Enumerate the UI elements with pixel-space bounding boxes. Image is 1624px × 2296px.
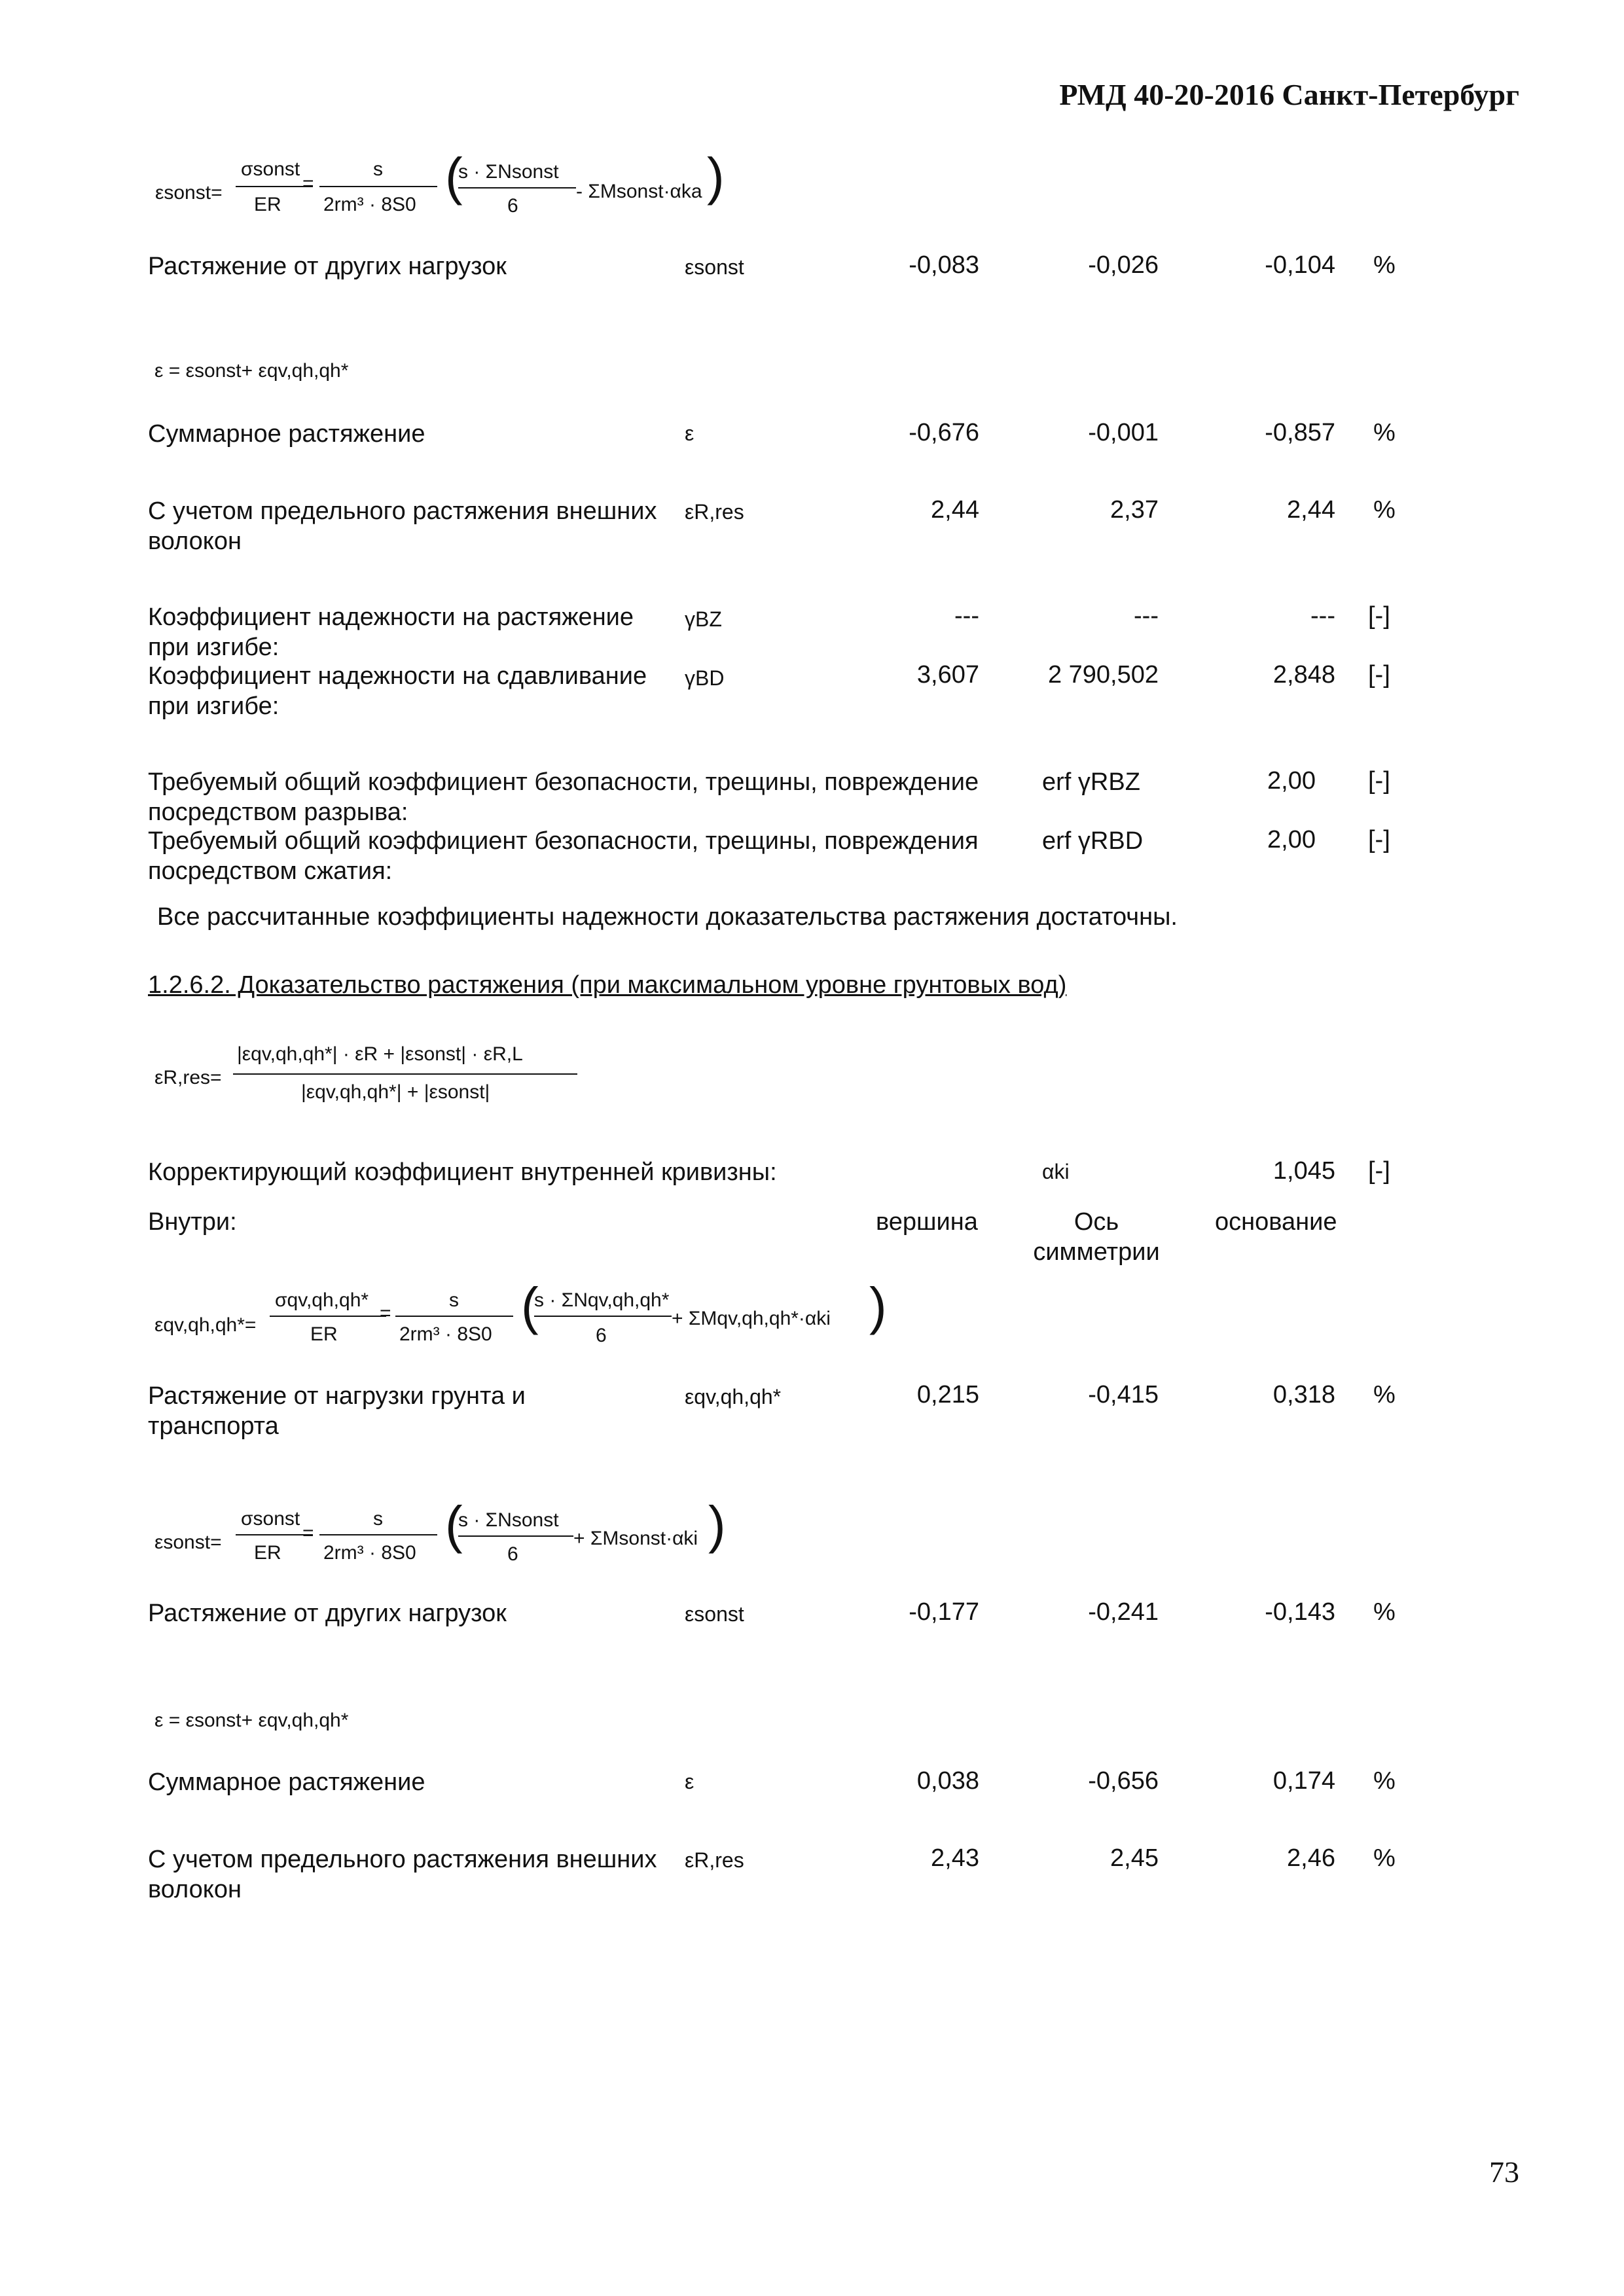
row-unit: %	[1373, 251, 1396, 279]
row-value-base: 0,174	[1272, 1767, 1335, 1795]
row-value-top: -0,177	[909, 1598, 979, 1626]
formula-numerator: s	[449, 1289, 459, 1311]
formula-paren-numerator: s · ΣNsonst	[458, 161, 559, 183]
row-value-axis: -0,001	[1088, 419, 1159, 446]
row-value-base: ---	[1310, 602, 1335, 630]
formula-denominator: ER	[254, 1542, 281, 1564]
formula-lhs: εR,res=	[154, 1067, 222, 1088]
formula-numerator: |εqv,qh,qh*| · εR + |εsonst| · εR,L	[237, 1043, 523, 1065]
row-unit: [-]	[1368, 661, 1390, 689]
row-value: 1,045	[1272, 1157, 1335, 1185]
row-value-top: 3,607	[916, 661, 979, 689]
row-value-top: -0,083	[909, 251, 979, 279]
document-header: РМД 40-20-2016 Санкт-Петербург	[1059, 78, 1519, 111]
formula-numerator: s	[373, 158, 383, 180]
formula-paren-denominator: 6	[507, 1543, 518, 1565]
row-label: Требуемый общий коэффициент безопасности, трещины, повреждение посредством разрыва:	[148, 768, 979, 826]
row-unit: [-]	[1368, 1157, 1390, 1185]
row-value-base: -0,857	[1265, 419, 1335, 446]
formula-tail: - ΣMsonst·αka	[576, 181, 702, 202]
formula-sum: ε = εsonst+ εqv,qh,qh*	[154, 1710, 349, 1731]
row-symbol: εsonst	[685, 1602, 744, 1626]
row-unit: %	[1373, 1598, 1396, 1626]
row-label: С учетом предельного растяжения внешних волокон	[148, 1846, 657, 1903]
row-value-top: 0,038	[916, 1767, 979, 1795]
formula-lhs: εsonst=	[155, 182, 223, 204]
formula-tail: + ΣMsonst·αki	[573, 1528, 698, 1549]
row-symbol: εR,res	[685, 500, 744, 524]
row-symbol: εqv,qh,qh*	[685, 1385, 782, 1408]
row-unit: [-]	[1368, 602, 1390, 630]
formula-denominator: 2rm³ · 8S0	[323, 1542, 416, 1564]
row-value: 2,00	[1267, 767, 1316, 795]
row-value-top: 0,215	[916, 1381, 979, 1408]
row-unit: %	[1373, 419, 1396, 446]
formula-sum: ε = εsonst+ εqv,qh,qh*	[154, 360, 349, 382]
row-unit: %	[1373, 1767, 1396, 1795]
row-value-top: -0,676	[909, 419, 979, 446]
row-symbol: ε	[685, 422, 695, 445]
row-value-base: 2,46	[1287, 1844, 1335, 1872]
row-label: Суммарное растяжение	[148, 1768, 425, 1796]
row-value-axis: -0,656	[1088, 1767, 1159, 1795]
row-symbol: εR,res	[685, 1848, 744, 1872]
formula-numerator: s	[373, 1508, 383, 1530]
formula-paren-denominator: 6	[596, 1325, 607, 1346]
row-value-axis: 2 790,502	[1047, 661, 1159, 689]
row-symbol: erf γRBZ	[1042, 768, 1140, 796]
formula-numerator: σsonst	[241, 158, 300, 180]
formula-paren-numerator: s · ΣNsonst	[458, 1509, 559, 1531]
formula-eq: =	[380, 1302, 391, 1324]
row-value-base: 0,318	[1272, 1381, 1335, 1408]
formula-eq: =	[302, 173, 314, 194]
row-symbol: γBZ	[685, 607, 722, 631]
row-value-base: 2,44	[1287, 496, 1335, 524]
column-header-axis: Ось симметрии	[1033, 1208, 1160, 1266]
row-value-axis: -0,026	[1088, 251, 1159, 279]
formula-tail: + ΣMqv,qh,qh*·αki	[672, 1308, 831, 1329]
formula-denominator: ER	[310, 1323, 338, 1345]
row-label: Растяжение от нагрузки грунта и транспорта	[148, 1382, 526, 1440]
row-label: Растяжение от других нагрузок	[148, 253, 507, 280]
formula-lhs: εsonst=	[154, 1532, 222, 1553]
row-label: Коэффициент надежности на растяжение при изгибе:	[148, 603, 634, 661]
row-symbol: αki	[1042, 1160, 1070, 1183]
row-value-axis: 2,37	[1110, 496, 1159, 524]
row-symbol: ε	[685, 1770, 695, 1793]
row-value: 2,00	[1267, 826, 1316, 853]
row-value-top: 2,44	[931, 496, 979, 524]
row-label: Растяжение от других нагрузок	[148, 1600, 507, 1627]
formula-eq: =	[302, 1522, 314, 1544]
row-symbol: γBD	[685, 666, 725, 690]
formula-paren-numerator: s · ΣNqv,qh,qh*	[534, 1289, 670, 1311]
row-value-axis: ---	[1134, 602, 1159, 630]
row-label: С учетом предельного растяжения внешних волокон	[148, 497, 657, 555]
row-label: Требуемый общий коэффициент безопасности, трещины, повреждения посредством сжатия:	[148, 827, 979, 885]
row-value-axis: -0,415	[1088, 1381, 1159, 1408]
row-label: Коэффициент надежности на сдавливание при изгибе:	[148, 662, 647, 720]
row-value-axis: -0,241	[1088, 1598, 1159, 1626]
conclusion-text: Все рассчитанные коэффициенты надежности доказательства растяжения достаточны.	[157, 903, 1178, 931]
row-unit: %	[1373, 1381, 1396, 1408]
formula-denominator: ER	[254, 194, 281, 215]
row-symbol: εsonst	[685, 255, 744, 279]
formula-denominator: 2rm³ · 8S0	[323, 194, 416, 215]
formula-numerator: σsonst	[241, 1508, 300, 1530]
row-value-base: -0,104	[1265, 251, 1335, 279]
formula-denominator: 2rm³ · 8S0	[399, 1323, 492, 1345]
section-heading: 1.2.6.2. Доказательство растяжения (при максимальном уровне грунтовых вод)	[148, 971, 1067, 999]
formula-denominator: |εqv,qh,qh*| + |εsonst|	[301, 1081, 490, 1103]
row-unit: %	[1373, 496, 1396, 524]
row-unit: [-]	[1368, 767, 1390, 795]
row-value-top: 2,43	[931, 1844, 979, 1872]
row-value-top: ---	[954, 602, 979, 630]
row-value-base: 2,848	[1272, 661, 1335, 689]
column-header-top: вершина	[876, 1208, 978, 1236]
page-number: 73	[1489, 2155, 1519, 2189]
row-label: Суммарное растяжение	[148, 420, 425, 448]
row-value-base: -0,143	[1265, 1598, 1335, 1626]
row-symbol: erf γRBD	[1042, 827, 1144, 855]
inside-label: Внутри:	[148, 1208, 237, 1236]
formula-lhs: εqv,qh,qh*=	[154, 1314, 257, 1336]
formula-paren-denominator: 6	[507, 195, 518, 217]
column-header-base: основание	[1215, 1208, 1337, 1236]
row-value-axis: 2,45	[1110, 1844, 1159, 1872]
row-unit: %	[1373, 1844, 1396, 1872]
row-unit: [-]	[1368, 826, 1390, 853]
row-label: Корректирующий коэффициент внутренней кривизны:	[148, 1158, 777, 1186]
formula-numerator: σqv,qh,qh*	[275, 1289, 369, 1311]
